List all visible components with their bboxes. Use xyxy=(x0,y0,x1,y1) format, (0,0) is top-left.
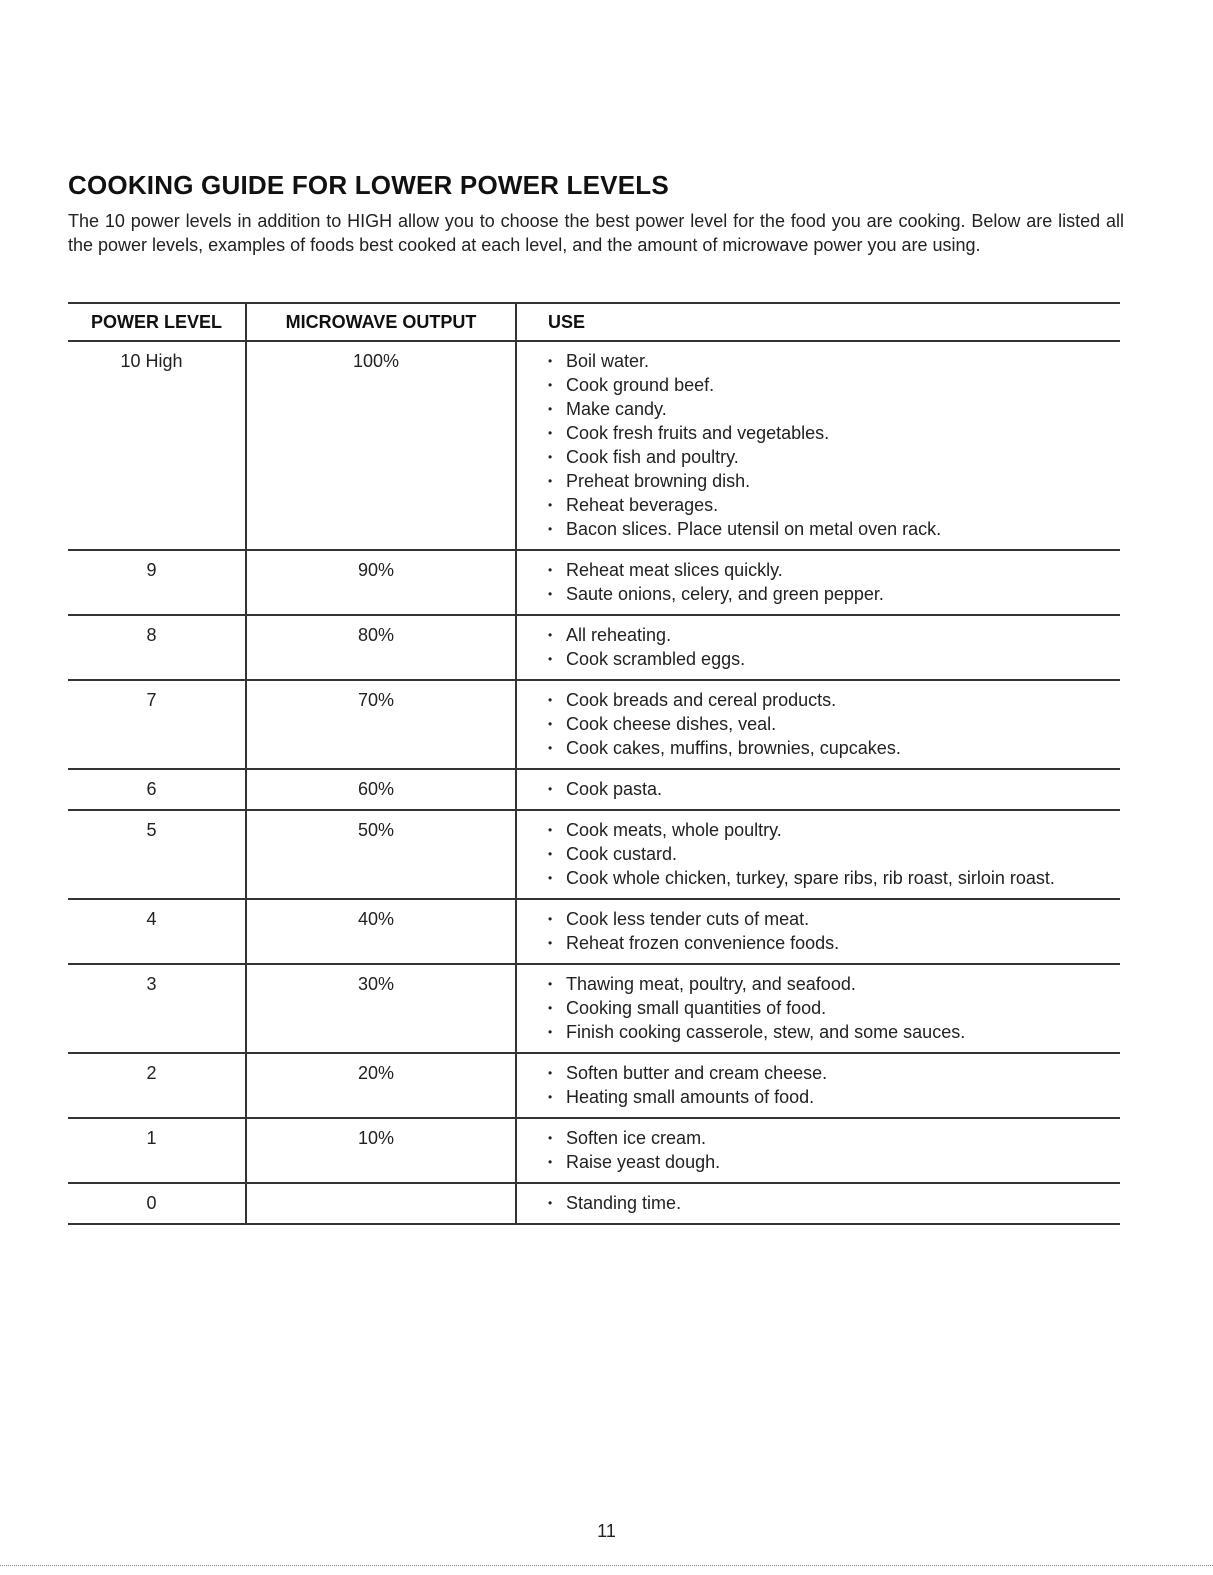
power-level-cell: 0 xyxy=(68,1183,246,1224)
power-level-cell: 4 xyxy=(68,899,246,964)
microwave-output-cell: 50% xyxy=(246,810,516,899)
use-item: • Soften butter and cream cheese. xyxy=(548,1061,1120,1085)
table-row xyxy=(68,341,1120,550)
microwave-output-cell: 40% xyxy=(246,899,516,964)
use-item: • Heating small amounts of food. xyxy=(548,1085,1120,1109)
use-cell xyxy=(516,680,1120,769)
use-item: • Cook meats, whole poultry. xyxy=(548,818,1120,842)
power-level-cell: 2 xyxy=(68,1053,246,1118)
use-item: • Cook breads and cereal products. xyxy=(548,688,1120,712)
use-item: • Make candy. xyxy=(548,397,1120,421)
table-row xyxy=(68,1053,1120,1118)
use-cell xyxy=(516,1183,1120,1224)
use-item: • Raise yeast dough. xyxy=(548,1150,1120,1174)
use-list xyxy=(548,623,1120,671)
use-cell xyxy=(516,550,1120,615)
table-row xyxy=(68,550,1120,615)
microwave-output-cell: 30% xyxy=(246,964,516,1053)
use-cell xyxy=(516,615,1120,680)
table-row xyxy=(68,899,1120,964)
page-number: 11 xyxy=(597,1521,616,1541)
use-list xyxy=(548,349,1120,541)
microwave-output-cell: 70% xyxy=(246,680,516,769)
intro-paragraph: The 10 power levels in addition to HIGH allow you to choose the best power level for the food you are cooking. Below are listed all the power levels, examples of foods best cooked at each level, and the amount of microwave power you are using. xyxy=(68,211,1124,255)
table-row xyxy=(68,1183,1120,1224)
use-cell xyxy=(516,341,1120,550)
table-row xyxy=(68,810,1120,899)
microwave-output-cell xyxy=(246,1183,516,1224)
use-item: • Saute onions, celery, and green pepper. xyxy=(548,582,1120,606)
use-item: • All reheating. xyxy=(548,623,1120,647)
use-item: • Cook pasta. xyxy=(548,777,1120,801)
bottom-rule xyxy=(0,1565,1213,1566)
power-level-cell: 3 xyxy=(68,964,246,1053)
power-level-cell: 8 xyxy=(68,615,246,680)
use-item: • Reheat meat slices quickly. xyxy=(548,558,1120,582)
use-item: • Soften ice cream. xyxy=(548,1126,1120,1150)
use-cell xyxy=(516,769,1120,810)
table-row xyxy=(68,1118,1120,1183)
table-row xyxy=(68,615,1120,680)
use-item: • Cooking small quantities of food. xyxy=(548,996,1120,1020)
microwave-output-cell: 20% xyxy=(246,1053,516,1118)
use-item: • Reheat frozen convenience foods. xyxy=(548,931,1120,955)
microwave-output-cell: 60% xyxy=(246,769,516,810)
use-cell xyxy=(516,1053,1120,1118)
use-cell xyxy=(516,1118,1120,1183)
use-item: • Cook whole chicken, turkey, spare ribs, rib roast, sirloin roast. xyxy=(548,866,1120,890)
microwave-output-cell: 10% xyxy=(246,1118,516,1183)
use-list xyxy=(548,688,1120,760)
table-row xyxy=(68,769,1120,810)
table-header-row xyxy=(68,303,1120,341)
microwave-output-cell: 100% xyxy=(246,341,516,550)
use-item: • Bacon slices. Place utensil on metal oven rack. xyxy=(548,517,1120,541)
use-list xyxy=(548,972,1120,1044)
use-item: • Cook less tender cuts of meat. xyxy=(548,907,1120,931)
use-cell xyxy=(516,899,1120,964)
use-list xyxy=(548,1126,1120,1174)
power-level-cell: 7 xyxy=(68,680,246,769)
use-item: • Cook cakes, muffins, brownies, cupcakes. xyxy=(548,736,1120,760)
power-level-table xyxy=(68,302,1120,1225)
use-item: • Thawing meat, poultry, and seafood. xyxy=(548,972,1120,996)
use-item: • Finish cooking casserole, stew, and some sauces. xyxy=(548,1020,1120,1044)
use-cell xyxy=(516,810,1120,899)
use-item: • Cook fresh fruits and vegetables. xyxy=(548,421,1120,445)
use-item: • Cook fish and poultry. xyxy=(548,445,1120,469)
power-level-cell: 9 xyxy=(68,550,246,615)
use-list xyxy=(548,1061,1120,1109)
header-microwave-output: MICROWAVE OUTPUT xyxy=(246,303,516,341)
use-item: • Cook scrambled eggs. xyxy=(548,647,1120,671)
power-level-cell: 5 xyxy=(68,810,246,899)
power-level-cell: 1 xyxy=(68,1118,246,1183)
use-item: • Boil water. xyxy=(548,349,1120,373)
page-title: COOKING GUIDE FOR LOWER POWER LEVELS xyxy=(68,170,669,200)
use-item: • Reheat beverages. xyxy=(548,493,1120,517)
use-list xyxy=(548,907,1120,955)
use-list xyxy=(548,1191,1120,1215)
header-power-level: POWER LEVEL xyxy=(68,303,246,341)
use-item: • Cook custard. xyxy=(548,842,1120,866)
microwave-output-cell: 90% xyxy=(246,550,516,615)
table-row xyxy=(68,680,1120,769)
use-cell xyxy=(516,964,1120,1053)
use-item: • Preheat browning dish. xyxy=(548,469,1120,493)
use-item: • Cook cheese dishes, veal. xyxy=(548,712,1120,736)
power-level-cell: 10 High xyxy=(68,341,246,550)
use-list xyxy=(548,818,1120,890)
use-list xyxy=(548,558,1120,606)
power-level-cell: 6 xyxy=(68,769,246,810)
use-item: • Standing time. xyxy=(548,1191,1120,1215)
use-item: • Cook ground beef. xyxy=(548,373,1120,397)
header-use: USE xyxy=(516,303,1120,341)
microwave-output-cell: 80% xyxy=(246,615,516,680)
table-row xyxy=(68,964,1120,1053)
table-body xyxy=(68,341,1120,1224)
use-list xyxy=(548,777,1120,801)
